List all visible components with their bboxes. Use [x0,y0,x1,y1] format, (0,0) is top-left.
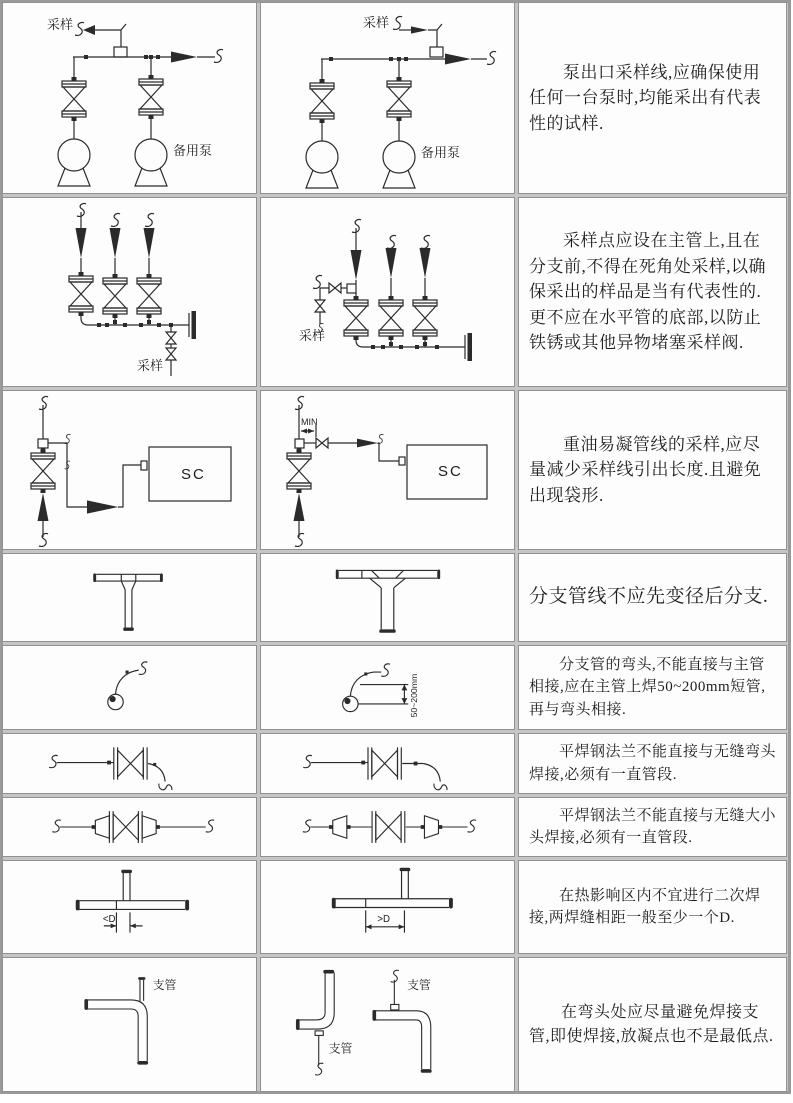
sample-label: 采样 [47,17,74,32]
distance-label: >D [377,914,390,926]
standby-pump-label: 备用泵 [421,145,461,160]
sample-cooler-label: SC [438,463,463,480]
note-text: 平焊钢法兰不能直接与无缝大小头焊接,必须有一直管段. [529,807,777,846]
distance-label: <D [102,914,116,926]
note-text: 平焊钢法兰不能直接与无缝弯头焊接,必须有一直管段. [529,744,777,783]
sample-cooler-label: SC [181,466,206,483]
stub-length-label: 50~200mm [408,673,419,718]
note-text: 在热影响区内不宜进行二次焊接,两焊缝相距一般至少一个D. [529,887,761,926]
branch-pipe-label: 支管 [152,977,177,992]
note-text: 重油易凝管线的采样,应尽量减少采样线引出长度.且避免出现袋形. [529,434,762,505]
note-text: 分支管线不应先变径后分支. [529,586,769,608]
branch-pipe-label: 支管 [407,977,431,992]
branch-pipe-label: 支管 [328,1041,353,1056]
sample-label: 采样 [363,15,390,30]
min-length-label: MIN [301,417,318,427]
sample-label: 采样 [137,358,164,373]
sample-label: 采样 [299,328,326,343]
note-text: 分支管的弯头,不能直接与主管相接,应在主管上焊50~200mm短管,再与弯头相接. [529,656,766,718]
note-text: 在弯头处应尽量避免焊接支管,即使焊接,放凝点也不是最低点. [529,1003,774,1045]
standby-pump-label: 备用泵 [173,143,213,158]
note-text: 采样点应设在主管上,且在分支前,不得在死角处采样,以确保采出的样品是当有代表性的.更不应在水平管的底部,以防止铁锈或其他异物堵塞采样阀. [529,231,766,353]
note-text: 泵出口采样线,应确保使用任何一台泵时,均能采出有代表性的试样. [529,62,762,133]
